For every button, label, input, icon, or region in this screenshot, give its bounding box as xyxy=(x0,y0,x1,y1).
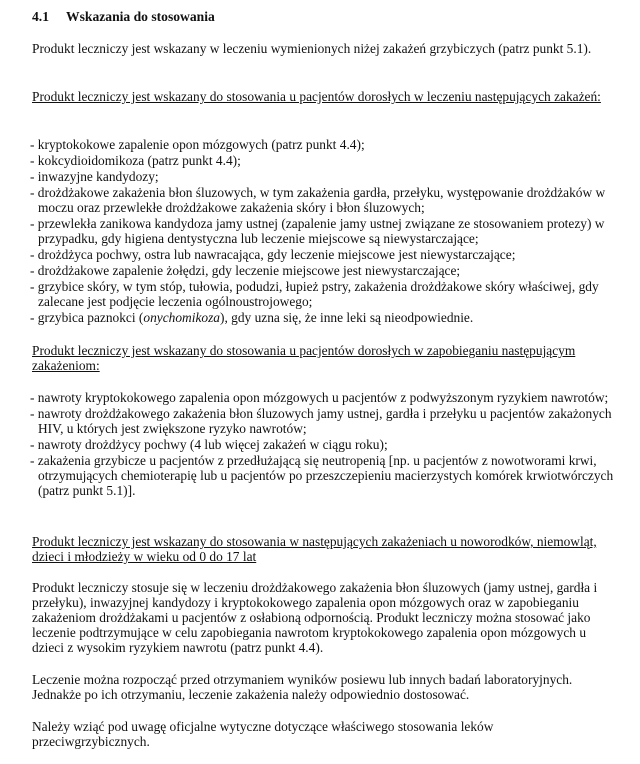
children-paragraph: Produkt leczniczy stosuje się w leczeniu drożdżakowego zakażenia błon śluzowych (jamy ustnej, gardła i przełyku), inwazyjnej kandydozy i kryptokokowego zapalenia opon mózgowych oraz w zapobieganiu zakażeniom drożdżakami u pacjentów z osłabioną odpornością. Produkt leczniczy można stosować jako leczenie podtrzymujące w celu zapobiegania nawrotom kryptokokowego zapalenia opon mózgowych u dzieci z wysokim ryzykiem nawrotu (patrz punkt 4.4). xyxy=(32,580,598,655)
list-item: - drożdżyca pochwy, ostra lub nawracająca, gdy leczenie miejscowe jest niewystarczające; xyxy=(30,247,516,262)
list-item: - kokcydioidomikoza (patrz punkt 4.4); xyxy=(30,153,241,168)
guidelines-paragraph: Należy wziąć pod uwagę oficjalne wytyczne dotyczące właściwego stosowania leków przeciwgrzybicznych. xyxy=(32,719,494,749)
list-item xyxy=(30,309,620,325)
list-item: - drożdżakowe zapalenie żołędzi, gdy leczenie miejscowe jest niewystarczające; xyxy=(30,263,461,278)
adults-prevention-list xyxy=(30,390,620,498)
adults-treatment-heading: Produkt leczniczy jest wskazany do stosowania u pacjentów dorosłych w leczeniu następujących zakażeń: xyxy=(32,89,601,104)
list-item: - kryptokokowe zapalenie opon mózgowych (patrz punkt 4.4); xyxy=(30,137,365,152)
item-text-italic: onychomikoza xyxy=(143,310,220,325)
list-item: - nawroty drożdżakowego zakażenia błon śluzowych jamy ustnej, gardła i przełyku u pacjentów zakażonych HIV, u których jest zwiększone ryzyko nawrotów; xyxy=(30,406,612,436)
list-item: - inwazyjne kandydozy; xyxy=(30,169,159,184)
section-title: Wskazania do stosowania xyxy=(66,9,215,24)
list-item: - nawroty drożdżycy pochwy (4 lub więcej zakażeń w ciągu roku); xyxy=(30,437,388,452)
item-text: ), gdy uzna się, że inne leki są nieodpowiednie. xyxy=(220,310,474,325)
section-heading xyxy=(32,9,215,24)
adults-prevention-heading: Produkt leczniczy jest wskazany do stosowania u pacjentów dorosłych w zapobieganiu następującym zakażeniom: xyxy=(32,343,576,373)
list-item: - drożdżakowe zakażenia błon śluzowych, w tym zakażenia gardła, przełyku, występowanie drożdżaków w moczu oraz przewlekłe drożdżakowe zakażenia skóry i błon śluzowych; xyxy=(30,185,606,215)
lab-results-paragraph: Leczenie można rozpocząć przed otrzymaniem wyników posiewu lub innych badań laboratoryjnych. Jednakże po ich otrzymaniu, leczenie zakażenia należy odpowiednio dostosować. xyxy=(32,672,573,702)
list-item: - grzybice skóry, w tym stóp, tułowia, podudzi, łupież pstry, zakażenia drożdżakowe skóry właściwej, gdy zalecane jest podjęcie leczenia ogólnoustrojowego; xyxy=(30,279,599,309)
intro-paragraph: Produkt leczniczy jest wskazany w leczeniu wymienionych niżej zakażeń grzybiczych (patrz punkt 5.1). xyxy=(32,41,592,56)
list-item: - nawroty kryptokokowego zapalenia opon mózgowych u pacjentów z podwyższonym ryzykiem nawrotów; xyxy=(30,390,609,405)
section-number: 4.1 xyxy=(32,9,49,24)
item-text: - grzybica paznokci ( xyxy=(30,310,144,325)
children-heading: Produkt leczniczy jest wskazany do stosowania w następujących zakażeniach u noworodków, niemowląt, dzieci i młodzieży w wieku od 0 do 17 lat xyxy=(32,534,597,564)
adults-treatment-list xyxy=(30,137,620,325)
list-item: - zakażenia grzybicze u pacjentów z przedłużającą się neutropenią [np. u pacjentów z nowotworami krwi, otrzymujących chemioterapię lub u pacjentów po przeszczepieniu macierzystych komórek krwiotwórczych (patrz punkt 5.1)]. xyxy=(30,453,614,498)
list-item: - przewlekła zanikowa kandydoza jamy ustnej (zapalenie jamy ustnej związane ze stosowaniem protezy) w przypadku, gdy higiena dentystyczna lub leczenie miejscowe są niewystarczające; xyxy=(30,216,605,246)
